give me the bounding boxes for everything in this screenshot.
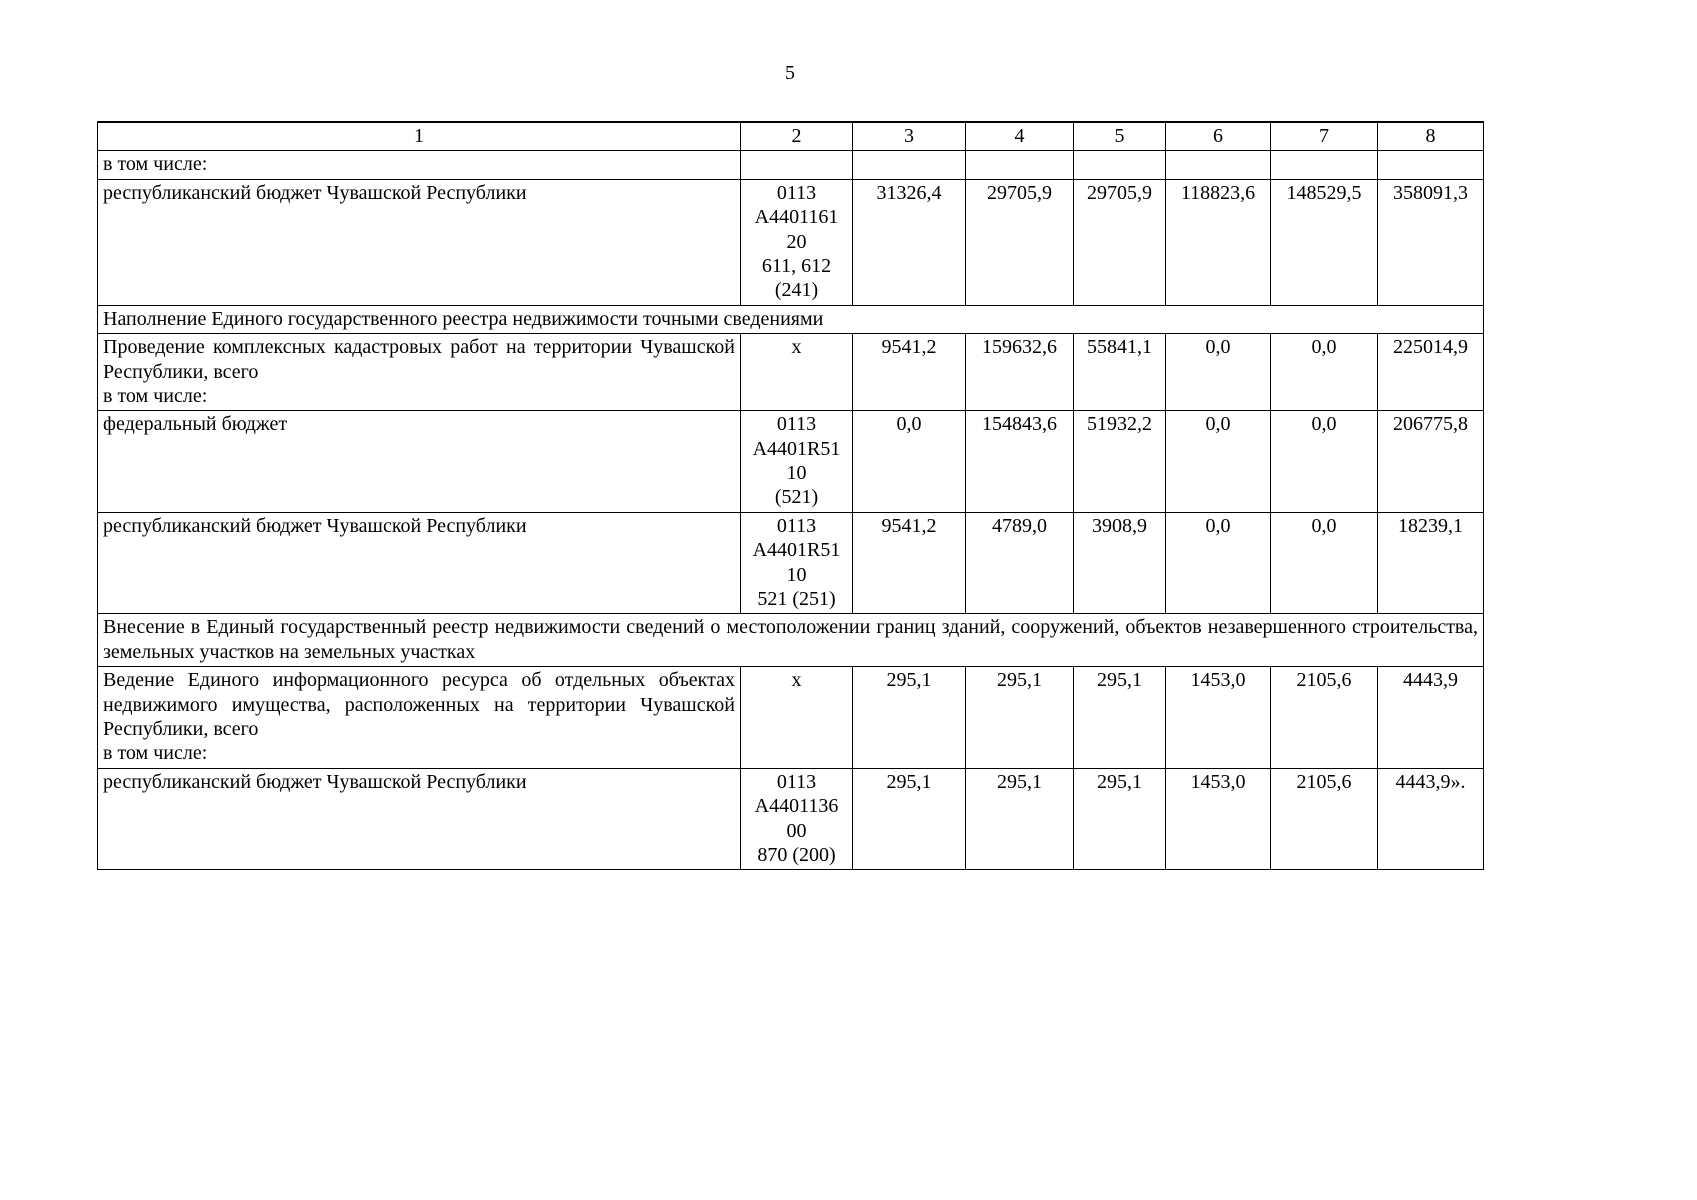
row-label-cell: республиканский бюджет Чувашской Республики [98, 768, 741, 870]
value-cell: 31326,4 [853, 179, 966, 305]
row-label-cell [98, 334, 741, 411]
code-line: 0113 [776, 514, 817, 537]
code-line: А4401161 [754, 206, 839, 229]
code-line: 521 (251) [757, 588, 836, 611]
value-cell: 3908,9 [1074, 512, 1166, 614]
value-cell: 29705,9 [966, 179, 1074, 305]
row-label-cell: в том числе: [98, 151, 741, 179]
value-cell: 159632,6 [966, 334, 1074, 411]
code-line: 10 [786, 462, 807, 485]
code-line: А4401R51 [752, 539, 841, 562]
value-cell: 0,0 [1271, 334, 1378, 411]
section-title: Внесение в Единый государственный реестр недвижимости сведений о местоположении границ зданий, сооружений, объектов незавершенного строительства, земельных участков на земельных участках [98, 614, 1484, 667]
value-cell: 206775,8 [1378, 411, 1484, 513]
table-row [98, 151, 1484, 179]
code-line: (521) [774, 486, 819, 509]
column-header-3: 3 [853, 122, 966, 151]
value-cell: 9541,2 [853, 334, 966, 411]
empty-cell [741, 151, 853, 179]
value-cell: 18239,1 [1378, 512, 1484, 614]
table-row [98, 179, 1484, 305]
column-header-4: 4 [966, 122, 1074, 151]
value-cell: 4789,0 [966, 512, 1074, 614]
code-cell: х [741, 334, 853, 411]
value-cell: 0,0 [1166, 334, 1271, 411]
value-cell: 295,1 [966, 768, 1074, 870]
code-line: 0113 [776, 413, 817, 436]
empty-cell [966, 151, 1074, 179]
value-cell: 295,1 [853, 667, 966, 769]
section-title: Наполнение Единого государственного реестра недвижимости точными сведениями [98, 305, 1484, 333]
code-line: А4401R51 [752, 437, 841, 460]
column-header-5: 5 [1074, 122, 1166, 151]
value-cell: 0,0 [853, 411, 966, 513]
code-line: 611, 612 [761, 254, 832, 277]
code-cell [741, 179, 853, 305]
code-line: 0113 [776, 181, 817, 204]
row-label: Проведение комплексных кадастровых работ на территории Чувашской Республики, всего [103, 336, 735, 383]
column-header-2: 2 [741, 122, 853, 151]
code-line: 00 [786, 819, 807, 842]
column-header-7: 7 [1271, 122, 1378, 151]
value-cell: 148529,5 [1271, 179, 1378, 305]
table-row [98, 411, 1484, 513]
code-line: 0113 [776, 770, 817, 793]
row-sublabel: в том числе: [103, 742, 208, 765]
row-label-cell: федеральный бюджет [98, 411, 741, 513]
column-header-6: 6 [1166, 122, 1271, 151]
value-cell: 295,1 [1074, 768, 1166, 870]
value-cell: 1453,0 [1166, 667, 1271, 769]
value-cell: 295,1 [1074, 667, 1166, 769]
value-cell: 0,0 [1271, 411, 1378, 513]
table-row [98, 334, 1484, 411]
code-cell [741, 512, 853, 614]
row-sublabel: в том числе: [103, 384, 208, 407]
column-number-row [98, 122, 1484, 151]
code-line: (241) [774, 279, 819, 302]
empty-cell [1271, 151, 1378, 179]
code-line: 20 [786, 230, 807, 253]
row-label-cell: республиканский бюджет Чувашской Республики [98, 179, 741, 305]
text-block [97, 62, 1483, 870]
table-row [98, 667, 1484, 769]
empty-cell [1166, 151, 1271, 179]
value-cell: 358091,3 [1378, 179, 1484, 305]
code-line: 870 (200) [757, 843, 836, 866]
value-cell: 1453,0 [1166, 768, 1271, 870]
value-cell: 29705,9 [1074, 179, 1166, 305]
code-line: 10 [786, 563, 807, 586]
column-header-8: 8 [1378, 122, 1484, 151]
code-cell: х [741, 667, 853, 769]
value-cell: 118823,6 [1166, 179, 1271, 305]
value-cell: 4443,9 [1378, 667, 1484, 769]
section-row [98, 614, 1484, 667]
empty-cell [1378, 151, 1484, 179]
empty-cell [1074, 151, 1166, 179]
value-cell: 225014,9 [1378, 334, 1484, 411]
row-label: Ведение Единого информационного ресурса об отдельных объектах недвижимого имущества, расположенных на территории Чувашской Республики, всего [103, 669, 735, 740]
value-cell: 295,1 [966, 667, 1074, 769]
value-cell: 2105,6 [1271, 768, 1378, 870]
column-header-1: 1 [98, 122, 741, 151]
value-cell: 0,0 [1166, 512, 1271, 614]
budget-table [97, 121, 1484, 870]
row-label-cell: республиканский бюджет Чувашской Республики [98, 512, 741, 614]
value-cell: 0,0 [1166, 411, 1271, 513]
value-cell: 4443,9». [1378, 768, 1484, 870]
page-number: 5 [785, 62, 795, 84]
table-row [98, 512, 1484, 614]
code-cell [741, 768, 853, 870]
section-row [98, 305, 1484, 333]
value-cell: 0,0 [1271, 512, 1378, 614]
value-cell: 295,1 [853, 768, 966, 870]
table-row [98, 768, 1484, 870]
empty-cell [853, 151, 966, 179]
value-cell: 55841,1 [1074, 334, 1166, 411]
value-cell: 9541,2 [853, 512, 966, 614]
value-cell: 2105,6 [1271, 667, 1378, 769]
row-label-cell [98, 667, 741, 769]
code-cell [741, 411, 853, 513]
value-cell: 51932,2 [1074, 411, 1166, 513]
code-line: А4401136 [754, 795, 839, 818]
value-cell: 154843,6 [966, 411, 1074, 513]
